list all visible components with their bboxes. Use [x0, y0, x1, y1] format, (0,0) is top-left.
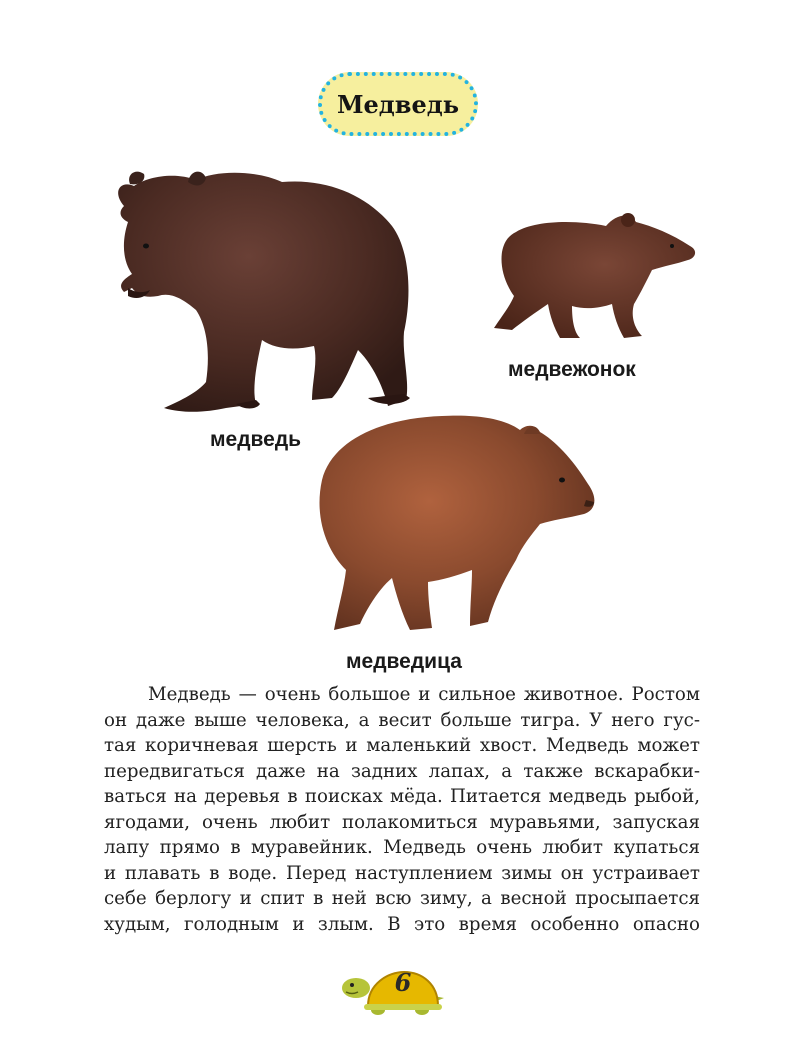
page-number: 6	[394, 968, 412, 997]
paragraph-line: ягодами, очень любит полакомиться муравьями, запуская	[104, 811, 700, 833]
paragraph-line: тая коричневая шерсть и маленький хвост. Медведь может	[104, 735, 700, 756]
page-number-badge	[334, 966, 446, 1018]
paragraph-line: он даже выше человека, а весит больше тигра. У него гус-	[104, 709, 700, 731]
paragraph-line: лапу прямо в муравейник. Медведь очень любит купаться	[104, 837, 700, 858]
caption-adult-bear: медведь	[210, 428, 302, 451]
body-paragraph	[104, 682, 700, 937]
paragraph-line: худым, голодным и злым. В это время особенно опасно	[104, 913, 700, 935]
paragraph-line: ваться на деревья в поисках мёда. Питается медведь рыбой,	[104, 786, 700, 807]
page-title: Медведь	[336, 89, 460, 119]
paragraph-line: передвигаться даже на задних лапах, а также вскарабки-	[104, 760, 700, 782]
caption-bear-cub: медвежонок	[508, 358, 636, 381]
paragraph-line: Медведь — очень большое и сильное животное. Ростом	[148, 684, 700, 705]
paragraph-line: и плавать в воде. Перед наступлением зимы он устраивает	[104, 862, 700, 884]
adult-bear-illustration	[106, 160, 418, 416]
caption-female-bear: медведица	[346, 650, 462, 673]
title-badge	[318, 72, 478, 136]
bear-cub-illustration	[476, 208, 700, 348]
paragraph-line: себе берлогу и спит в ней всю зиму, а весной просыпается	[104, 888, 700, 909]
female-bear-illustration	[292, 410, 602, 642]
